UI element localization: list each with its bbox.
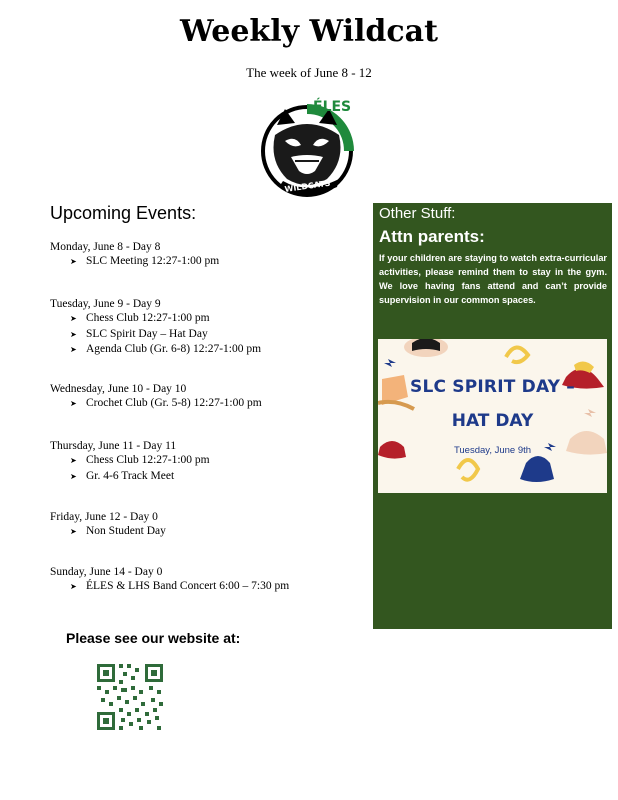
event-day-title: Friday, June 12 - Day 0 xyxy=(50,511,158,523)
event-item: ➤ Agenda Club (Gr. 6-8) 12:27-1:00 pm xyxy=(70,342,360,358)
event-item: ➤ ÉLES & LHS Band Concert 6:00 – 7:30 pm xyxy=(70,579,360,595)
event-item: ➤ Non Student Day xyxy=(70,524,360,540)
event-day-title: Tuesday, June 9 - Day 9 xyxy=(50,298,161,310)
hat-day-title: HAT DAY xyxy=(451,411,534,431)
event-day xyxy=(50,510,360,565)
parent-notice: If your children are staying to watch extra-curricular activities, please remind them to stay in the gym. We love having fans attend and can’t provide supervision in our common spaces. xyxy=(379,253,607,305)
spirit-day-graphic xyxy=(378,339,607,493)
logo-side-text: WILDCATS xyxy=(284,178,332,194)
wildcats-logo xyxy=(255,95,367,201)
week-range: The week of June 8 - 12 xyxy=(246,65,372,80)
upcoming-events-heading: Upcoming Events: xyxy=(50,203,197,223)
attn-parents-heading: Attn parents: xyxy=(379,227,485,246)
event-day-title: Thursday, June 11 - Day 11 xyxy=(50,440,177,452)
event-day xyxy=(50,439,360,510)
event-item: ➤ SLC Meeting 12:27-1:00 pm xyxy=(70,254,360,270)
other-stuff-heading: Other Stuff: xyxy=(379,205,456,222)
event-item: ➤ Gr. 4-6 Track Meet xyxy=(70,469,360,485)
event-item: ➤ Chess Club 12:27-1:00 pm xyxy=(70,453,360,469)
arrowhead-bullet-icon: ➤ xyxy=(70,471,77,481)
spirit-day-title: SLC SPIRIT DAY – xyxy=(410,377,575,397)
other-stuff-panel xyxy=(373,203,612,629)
event-day-title: Sunday, June 14 - Day 0 xyxy=(50,566,163,578)
arrowhead-bullet-icon: ➤ xyxy=(70,314,77,323)
arrowhead-bullet-icon: ➤ xyxy=(70,257,77,266)
website-prompt: Please see our website at: xyxy=(66,630,241,646)
logo-top-text: ÉLES xyxy=(313,99,352,115)
event-day xyxy=(50,297,360,382)
event-day-title: Monday, June 8 - Day 8 xyxy=(50,241,161,253)
arrowhead-bullet-icon: ➤ xyxy=(70,527,77,536)
qr-code-icon[interactable] xyxy=(95,662,165,732)
arrowhead-bullet-icon: ➤ xyxy=(70,456,77,465)
arrowhead-bullet-icon: ➤ xyxy=(70,399,77,408)
event-day-title: Wednesday, June 10 - Day 10 xyxy=(50,383,187,395)
arrowhead-bullet-icon: ➤ xyxy=(70,329,77,339)
event-day xyxy=(50,240,360,297)
spirit-day-date: Tuesday, June 9th xyxy=(453,445,532,456)
event-item: ➤ Crochet Club (Gr. 5-8) 12:27-1:00 pm xyxy=(70,396,360,412)
event-day xyxy=(50,382,360,439)
arrowhead-bullet-icon: ➤ xyxy=(70,582,77,591)
event-item: ➤ SLC Spirit Day – Hat Day xyxy=(70,327,360,343)
events-list xyxy=(50,240,360,595)
event-day xyxy=(50,565,360,595)
newsletter-title: Weekly Wildcat xyxy=(180,14,438,49)
event-item: ➤ Chess Club 12:27-1:00 pm xyxy=(70,311,360,327)
arrowhead-bullet-icon: ➤ xyxy=(70,345,77,354)
